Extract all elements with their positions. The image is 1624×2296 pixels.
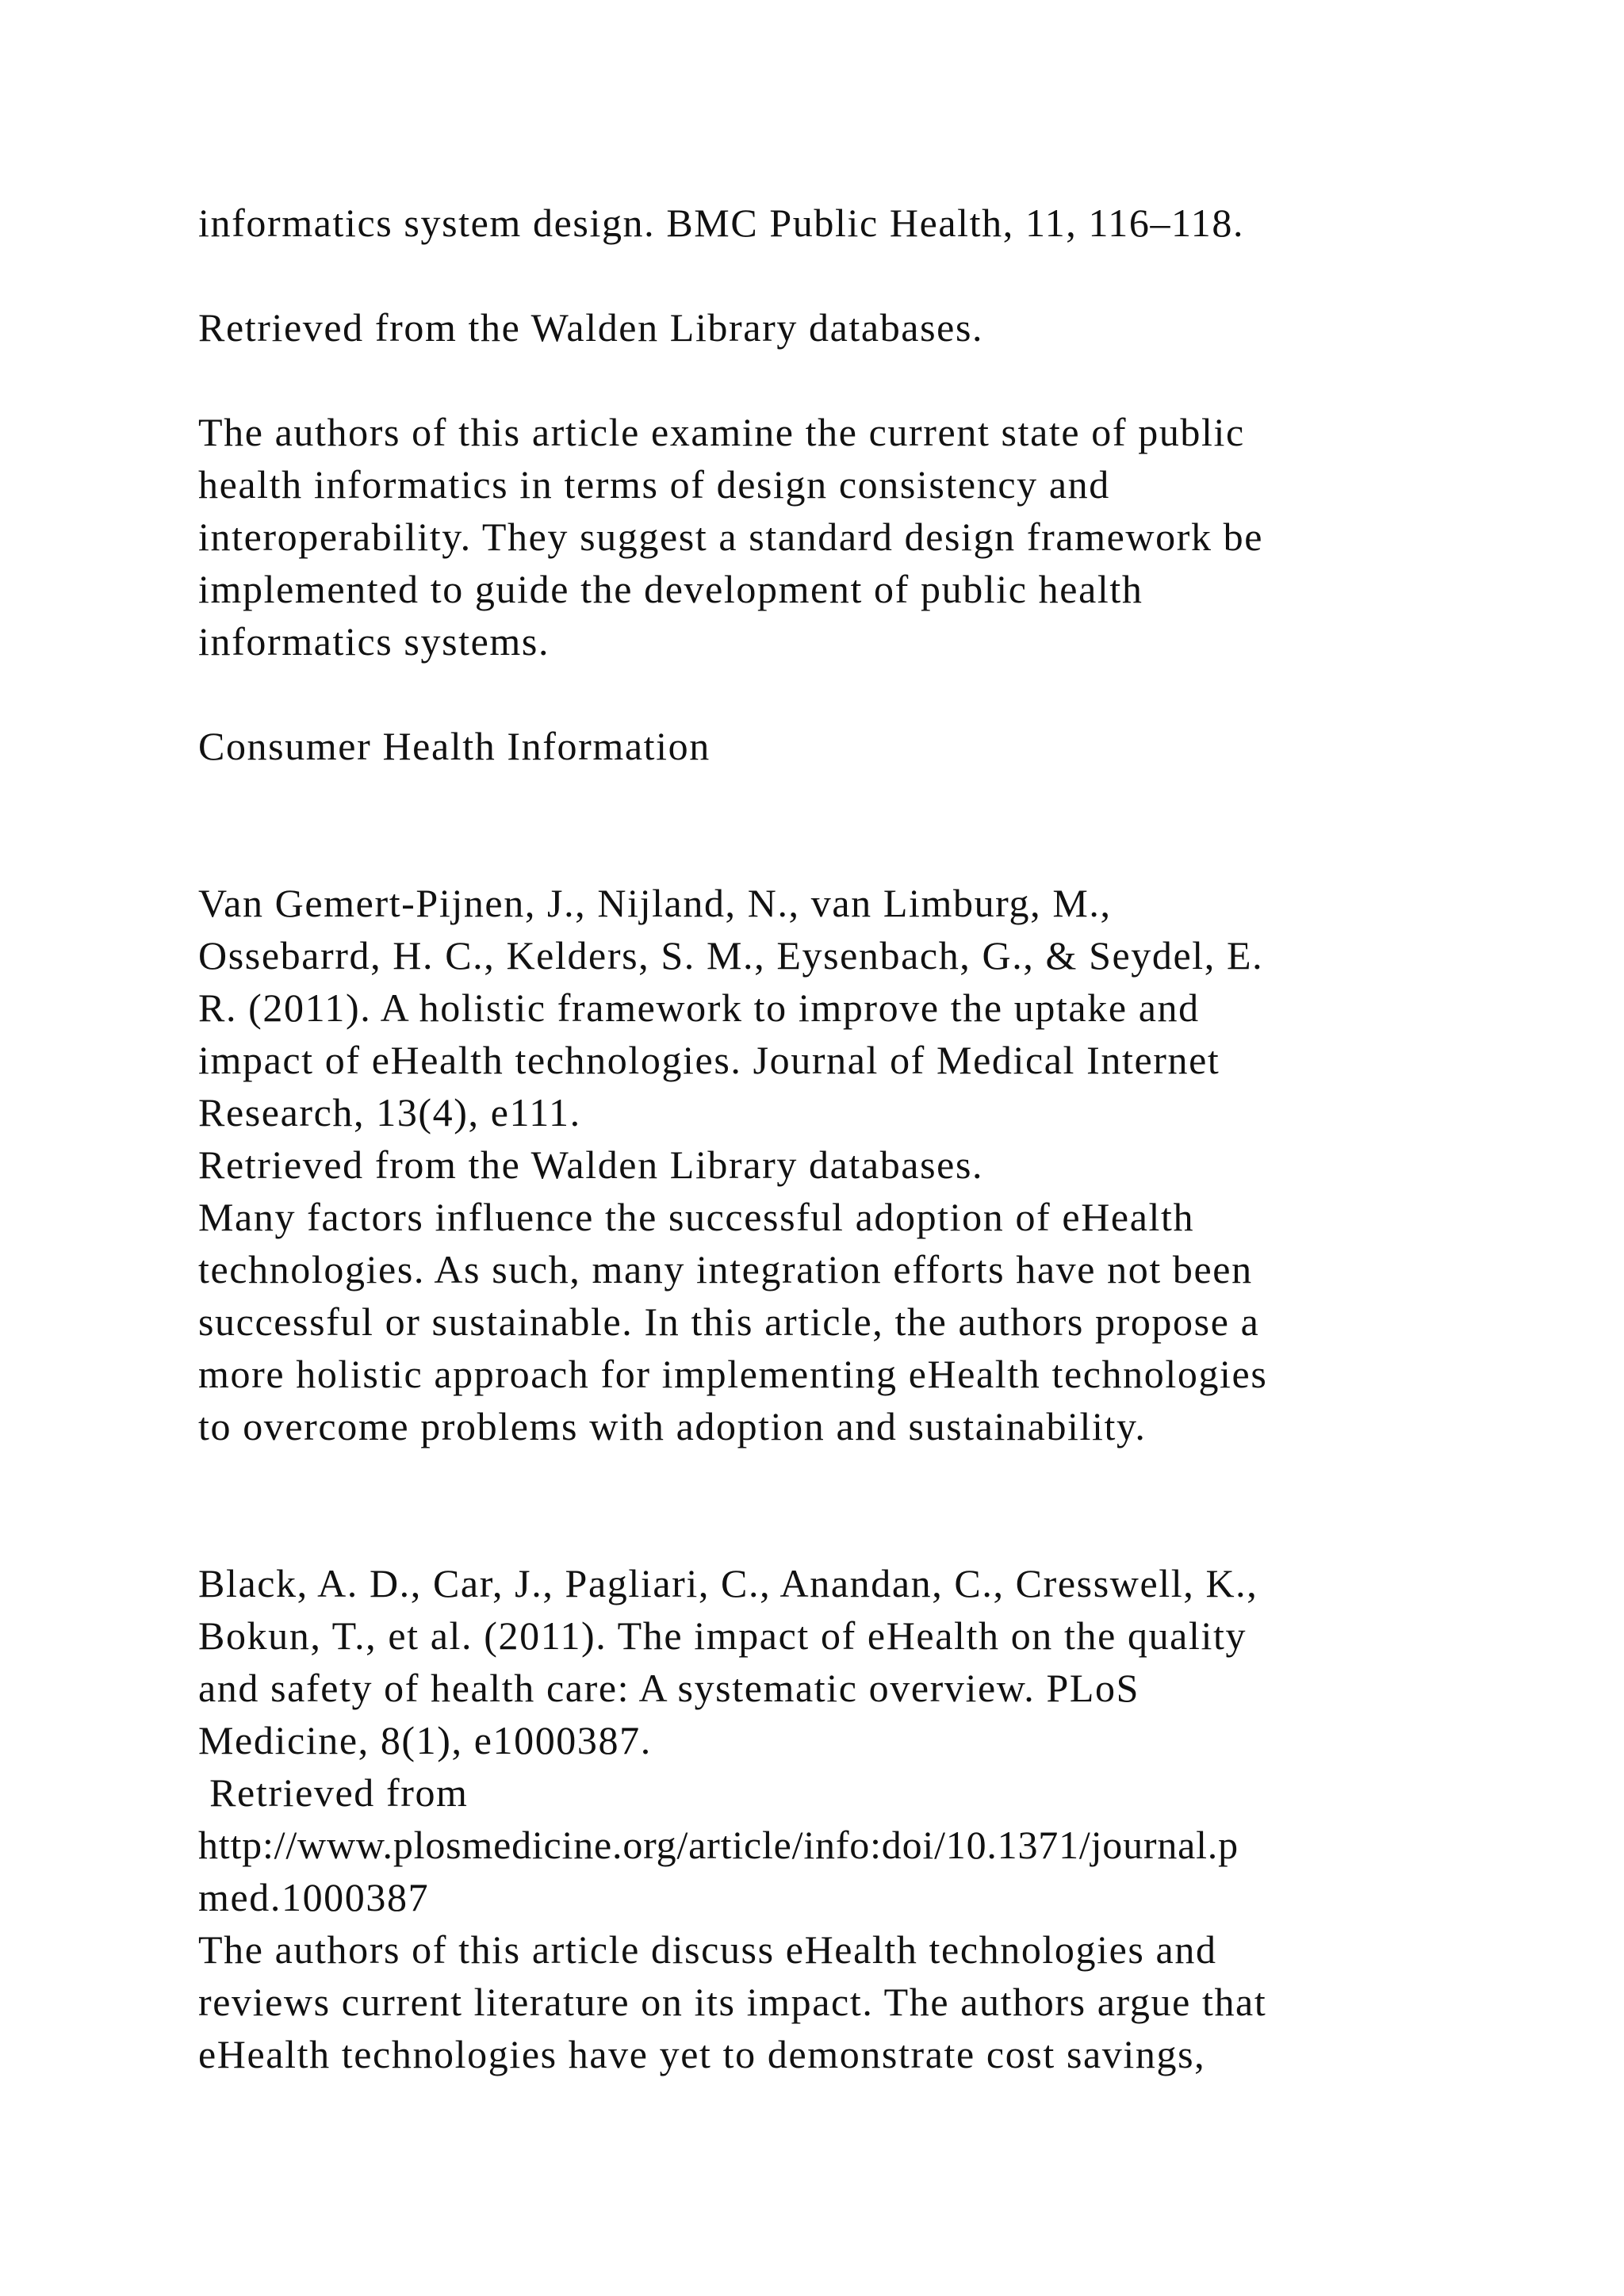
section-heading: Consumer Health Information	[198, 724, 710, 768]
text-line: Ossebarrd, H. C., Kelders, S. M., Eysenbach, G., & Seydel, E.	[198, 933, 1264, 978]
text-line: informatics systems.	[198, 619, 550, 664]
text-line: Black, A. D., Car, J., Pagliari, C., Anandan, C., Cresswell, K.,	[198, 1561, 1258, 1605]
text-line: Bokun, T., et al. (2011). The impact of eHealth on the quality	[198, 1613, 1247, 1658]
url-line: med.1000387	[198, 1875, 430, 1919]
text-line: successful or sustainable. In this article, the authors propose a	[198, 1299, 1260, 1344]
text-line: Medicine, 8(1), e1000387.	[198, 1718, 652, 1762]
url-line: http://www.plosmedicine.org/article/info:doi/10.1371/journal.p	[198, 1823, 1239, 1867]
text-line: The authors of this article discuss eHealth technologies and	[198, 1927, 1217, 1972]
text-line: Retrieved from the Walden Library databases.	[198, 305, 984, 350]
text-line: to overcome problems with adoption and sustainability.	[198, 1404, 1147, 1448]
text-line: Retrieved from the Walden Library databases.	[198, 1142, 984, 1187]
text-line: Van Gemert-Pijnen, J., Nijland, N., van Limburg, M.,	[198, 881, 1112, 925]
text-line: health informatics in terms of design consistency and	[198, 462, 1110, 507]
text-line: and safety of health care: A systematic overview. PLoS	[198, 1666, 1140, 1710]
text-line: reviews current literature on its impact. The authors argue that	[198, 1980, 1267, 2024]
text-line: technologies. As such, many integration efforts have not been	[198, 1247, 1253, 1292]
text-line: more holistic approach for implementing eHealth technologies	[198, 1352, 1268, 1396]
text-line: The authors of this article examine the current state of public	[198, 410, 1245, 454]
text-line: Many factors influence the successful adoption of eHealth	[198, 1195, 1195, 1239]
text-line: interoperability. They suggest a standard design framework be	[198, 515, 1264, 559]
text-line: implemented to guide the development of public health	[198, 567, 1143, 611]
text-line: eHealth technologies have yet to demonstrate cost savings,	[198, 2032, 1206, 2076]
text-line: informatics system design. BMC Public Health, 11, 116–118.	[198, 201, 1245, 245]
text-line: impact of eHealth technologies. Journal of Medical Internet	[198, 1038, 1220, 1082]
text-line: R. (2011). A holistic framework to improve the uptake and	[198, 985, 1200, 1030]
text-line: Retrieved from	[198, 1770, 469, 1815]
text-line: Research, 13(4), e111.	[198, 1090, 581, 1135]
